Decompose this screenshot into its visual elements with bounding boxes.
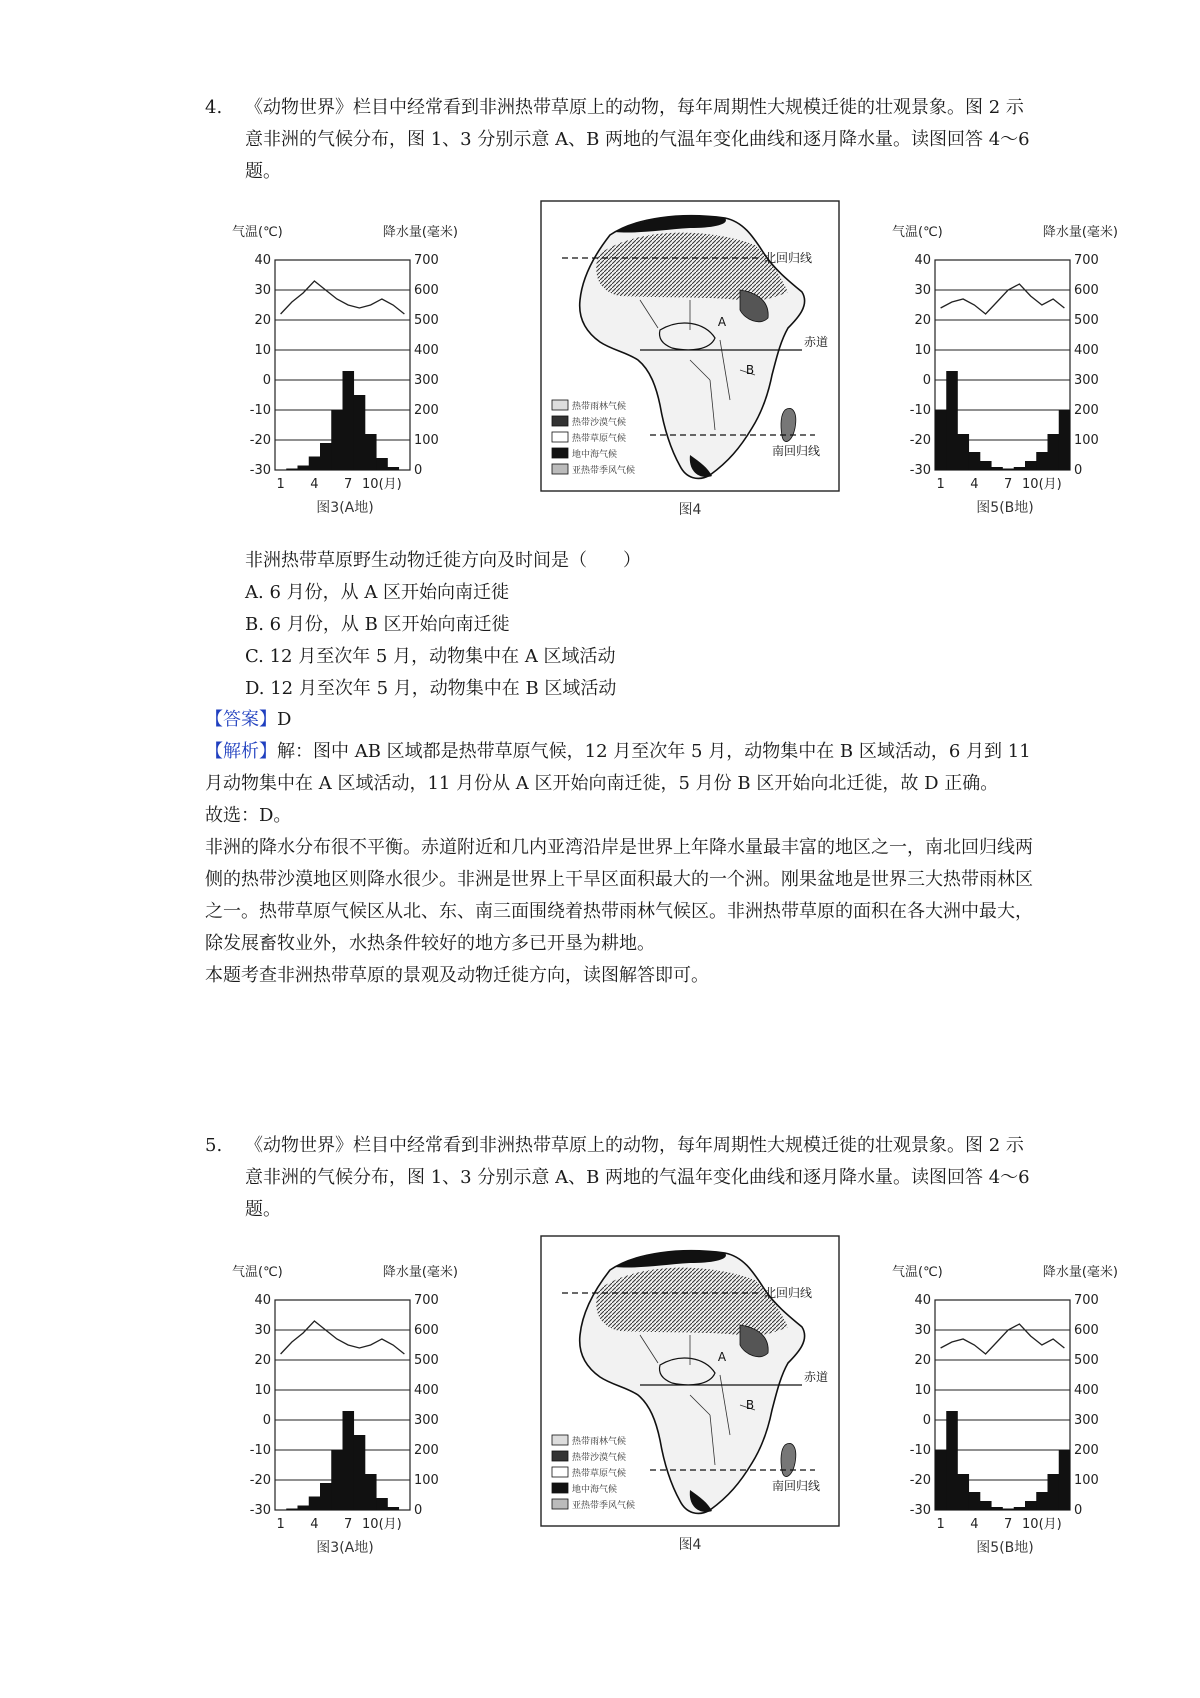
legend-label: 热带雨林气候: [572, 402, 627, 412]
precipitation-bar: [320, 1483, 332, 1510]
legend-label: 热带草原气候: [572, 434, 627, 444]
legend-swatch: [552, 1483, 568, 1493]
precipitation-bar: [991, 1507, 1003, 1510]
precipitation-bar: [1014, 467, 1026, 470]
precipitation-bar: [354, 1435, 366, 1510]
chart-caption: 图3(A地): [316, 500, 374, 516]
temperature-line: [941, 1324, 1065, 1354]
chart-caption: 图5(B地): [976, 1540, 1034, 1556]
precipitation-bar: [309, 457, 321, 471]
chart-a: [230, 1260, 460, 1560]
analysis-text: 解：图中 AB 区域都是热带草原气候，12 月至次年 5 月，动物集中在 B 区域活动，6 月到 11 月动物集中在 A 区域活动，11 月份从 A 区开始向南迁徙，5 月份 B 区开始向北迁徙，故 D 正确。: [205, 741, 1031, 794]
right-tick-label: 100: [414, 1473, 439, 1488]
precipitation-bar: [1025, 461, 1037, 470]
chart-a: [230, 220, 460, 520]
left-tick-label: 20: [254, 313, 271, 328]
right-tick-label: 500: [1074, 1353, 1099, 1368]
right-tick-label: 0: [1074, 463, 1083, 478]
question-5: [205, 1130, 1035, 1226]
x-tick-label: 10(月): [362, 1517, 402, 1532]
right-tick-label: 0: [414, 463, 423, 478]
chart-b-figure: [890, 220, 1120, 520]
left-tick-label: 10: [914, 343, 931, 358]
right-tick-label: 500: [414, 313, 439, 328]
precipitation-bar: [1003, 469, 1015, 471]
analysis-line: [205, 736, 1035, 800]
legend-swatch: [552, 464, 568, 474]
legend-label: 热带雨林气候: [572, 1437, 627, 1447]
precipitation-bar: [298, 466, 310, 471]
precipitation-bar: [1059, 1450, 1071, 1510]
right-tick-label: 0: [1074, 1503, 1083, 1518]
region-a-label: A: [717, 1350, 727, 1364]
region-b-label: B: [745, 363, 755, 377]
left-tick-label: -10: [249, 1443, 271, 1458]
right-tick-label: 600: [414, 283, 439, 298]
left-tick-label: 30: [254, 283, 271, 298]
legend-label: 地中海气候: [572, 450, 618, 460]
legend-swatch: [552, 432, 568, 442]
right-tick-label: 300: [414, 1413, 439, 1428]
right-tick-label: 100: [414, 433, 439, 448]
left-tick-label: -10: [909, 1443, 931, 1458]
legend-swatch: [552, 416, 568, 426]
right-tick-label: 200: [1074, 403, 1099, 418]
right-tick-label: 700: [414, 1293, 439, 1308]
option-c[interactable]: C. 12 月至次年 5 月，动物集中在 A 区域活动: [245, 646, 616, 667]
question-4: [205, 92, 1035, 188]
right-tick-label: 0: [414, 1503, 423, 1518]
africa-map-figure: [540, 200, 840, 520]
legend-swatch: [552, 1499, 568, 1509]
chart-a-figure: [230, 220, 460, 520]
right-tick-label: 600: [1074, 283, 1099, 298]
africa-climate-map: [540, 200, 840, 520]
chart-b-figure: [890, 1260, 1120, 1560]
desert-zone: [596, 233, 788, 301]
precipitation-bar: [309, 1497, 321, 1511]
question-stem: 《动物世界》栏目中经常看到非洲热带草原上的动物，每年周期性大规模迁徙的壮观景象。图 2 示意非洲的气候分布，图 1、3 分别示意 A、B 两地的气温年变化曲线和逐月降水量。读图回答 4～6 题。: [245, 1135, 1030, 1220]
right-tick-label: 100: [1074, 1473, 1099, 1488]
analysis-tag: 【解析】: [205, 741, 277, 762]
right-tick-label: 400: [1074, 1383, 1099, 1398]
figure-row-2: [230, 1235, 1190, 1575]
left-tick-label: 20: [254, 1353, 271, 1368]
right-tick-label: 600: [414, 1323, 439, 1338]
option-d[interactable]: D. 12 月至次年 5 月，动物集中在 B 区域活动: [245, 678, 617, 699]
chart-caption: 图5(B地): [976, 500, 1034, 516]
right-tick-label: 200: [1074, 1443, 1099, 1458]
precipitation-bar: [980, 1501, 992, 1510]
x-tick-label: 1: [936, 477, 945, 492]
precipitation-bar: [298, 1506, 310, 1511]
region-a-label: A: [717, 315, 727, 329]
option-a[interactable]: A. 6 月份，从 A 区开始向南迁徙: [245, 582, 510, 603]
right-tick-label: 300: [414, 373, 439, 388]
summary-paragraph: 本题考查非洲热带草原的景观及动物迁徙方向，读图解答即可。: [205, 965, 709, 986]
madagascar: [781, 408, 796, 441]
right-tick-label: 700: [414, 253, 439, 268]
right-axis-title: 降水量(毫米): [382, 1265, 458, 1280]
legend-label: 亚热带季风气候: [572, 1501, 636, 1511]
left-tick-label: -10: [909, 403, 931, 418]
left-tick-label: 0: [262, 1413, 271, 1428]
left-tick-label: 10: [254, 1383, 271, 1398]
precipitation-bar: [376, 1498, 388, 1510]
answer-value: D: [277, 709, 292, 730]
precipitation-bar: [1036, 452, 1048, 470]
right-axis-title: 降水量(毫米): [1042, 225, 1118, 240]
right-tick-label: 400: [1074, 343, 1099, 358]
option-b[interactable]: B. 6 月份，从 B 区开始向南迁徙: [245, 614, 510, 635]
tropic-south-label: 南回归线: [772, 1479, 821, 1493]
chart-b: [890, 1260, 1120, 1560]
precipitation-bar: [1048, 1474, 1060, 1510]
precipitation-bar: [969, 452, 981, 470]
temperature-line: [281, 281, 405, 314]
right-tick-label: 600: [1074, 1323, 1099, 1338]
legend-label: 亚热带季风气候: [572, 466, 636, 476]
equator-label: 赤道: [804, 335, 829, 349]
x-tick-label: 4: [310, 477, 319, 492]
right-tick-label: 500: [1074, 313, 1099, 328]
tropic-north-label: 北回归线: [764, 1286, 813, 1300]
right-tick-label: 500: [414, 1353, 439, 1368]
left-tick-label: -30: [909, 1503, 931, 1518]
map-caption: 图4: [678, 1537, 702, 1553]
left-axis-title: 气温(℃): [892, 225, 943, 240]
precipitation-bar: [286, 469, 298, 471]
left-tick-label: -20: [909, 1473, 931, 1488]
madagascar: [781, 1443, 796, 1476]
right-tick-label: 200: [414, 1443, 439, 1458]
equator-label: 赤道: [804, 1370, 829, 1384]
left-tick-label: -20: [249, 1473, 271, 1488]
left-tick-label: 40: [914, 1293, 931, 1308]
x-tick-label: 1: [936, 1517, 945, 1532]
right-tick-label: 300: [1074, 373, 1099, 388]
x-tick-label: 10(月): [1022, 1517, 1062, 1532]
left-tick-label: -10: [249, 403, 271, 418]
left-tick-label: 10: [914, 1383, 931, 1398]
left-tick-label: 20: [914, 1353, 931, 1368]
x-tick-label: 4: [310, 1517, 319, 1532]
precipitation-bar: [1048, 434, 1060, 470]
left-tick-label: 40: [254, 253, 271, 268]
precipitation-bar: [376, 458, 388, 470]
x-tick-label: 1: [276, 477, 285, 492]
x-tick-label: 1: [276, 1517, 285, 1532]
right-tick-label: 300: [1074, 1413, 1099, 1428]
legend-swatch: [552, 448, 568, 458]
left-tick-label: 0: [262, 373, 271, 388]
map-caption: 图4: [678, 502, 702, 518]
left-tick-label: 0: [922, 373, 931, 388]
x-tick-label: 7: [1003, 477, 1013, 492]
precipitation-bar: [320, 443, 332, 470]
right-tick-label: 700: [1074, 253, 1099, 268]
precipitation-bar: [365, 1474, 377, 1510]
left-axis-title: 气温(℃): [232, 225, 283, 240]
precipitation-bar: [388, 467, 400, 470]
answer-line: [205, 704, 1035, 736]
left-tick-label: 40: [254, 1293, 271, 1308]
right-axis-title: 降水量(毫米): [382, 225, 458, 240]
left-tick-label: -30: [249, 463, 271, 478]
africa-map-figure: [540, 1235, 840, 1570]
legend-swatch: [552, 1435, 568, 1445]
right-tick-label: 700: [1074, 1293, 1099, 1308]
desert-zone: [596, 1268, 788, 1336]
precipitation-bar: [1036, 1492, 1048, 1510]
left-tick-label: 20: [914, 313, 931, 328]
precipitation-bar: [935, 1450, 947, 1510]
left-tick-label: 30: [914, 1323, 931, 1338]
africa-climate-map: [540, 1235, 840, 1570]
right-axis-title: 降水量(毫米): [1042, 1265, 1118, 1280]
legend-label: 热带沙漠气候: [572, 1453, 627, 1463]
left-tick-label: -20: [249, 433, 271, 448]
precipitation-bar: [958, 434, 970, 470]
tropic-north-label: 北回归线: [764, 251, 813, 265]
note-paragraph: 非洲的降水分布很不平衡。赤道附近和几内亚湾沿岸是世界上年降水量最丰富的地区之一，南北回归线两侧的热带沙漠地区则降水很少。非洲是世界上干旱区面积最大的一个洲。刚果盆地是世界三大热带雨林区之一。热带草原气候区从北、东、南三面围绕着热带雨林气候区。非洲热带草原的面积在各大洲中最大，除发展畜牧业外，水热条件较好的地方多已开垦为耕地。: [205, 837, 1033, 954]
precipitation-bar: [1003, 1509, 1015, 1511]
precipitation-bar: [946, 371, 958, 470]
precipitation-bar: [286, 1509, 298, 1511]
left-tick-label: 10: [254, 343, 271, 358]
left-tick-label: 40: [914, 253, 931, 268]
answer-tag: 【答案】: [205, 709, 277, 730]
precipitation-bar: [343, 1411, 355, 1510]
left-tick-label: -20: [909, 433, 931, 448]
chart-b: [890, 220, 1120, 520]
right-tick-label: 400: [414, 343, 439, 358]
left-tick-label: 30: [254, 1323, 271, 1338]
question-number: 5.: [205, 1135, 223, 1156]
chart-a-figure: [230, 1260, 460, 1560]
x-tick-label: 4: [970, 1517, 979, 1532]
x-tick-label: 7: [343, 1517, 353, 1532]
x-tick-label: 7: [1003, 1517, 1013, 1532]
left-tick-label: 30: [914, 283, 931, 298]
precipitation-bar: [331, 1450, 343, 1510]
x-tick-label: 4: [970, 477, 979, 492]
right-tick-label: 400: [414, 1383, 439, 1398]
figure-row-1: [230, 200, 1190, 530]
question-stem: 《动物世界》栏目中经常看到非洲热带草原上的动物，每年周期性大规模迁徙的壮观景象。图 2 示意非洲的气候分布，图 1、3 分别示意 A、B 两地的气温年变化曲线和逐月降水量。读图回答 4～6 题。: [245, 97, 1030, 182]
left-tick-label: 0: [922, 1413, 931, 1428]
x-tick-label: 7: [343, 477, 353, 492]
temperature-line: [941, 284, 1065, 314]
legend-swatch: [552, 1467, 568, 1477]
precipitation-bar: [958, 1474, 970, 1510]
answer-block: [205, 704, 1035, 992]
precipitation-bar: [388, 1507, 400, 1510]
precipitation-bar: [946, 1411, 958, 1510]
precipitation-bar: [354, 395, 366, 470]
left-axis-title: 气温(℃): [892, 1265, 943, 1280]
precipitation-bar: [331, 410, 343, 470]
legend-label: 热带草原气候: [572, 1469, 627, 1479]
precipitation-bar: [1059, 410, 1071, 470]
precipitation-bar: [991, 467, 1003, 470]
precipitation-bar: [365, 434, 377, 470]
question-text: 非洲热带草原野生动物迁徙方向及时间是（ ）: [245, 550, 641, 571]
left-tick-label: -30: [249, 1503, 271, 1518]
precipitation-bar: [969, 1492, 981, 1510]
precipitation-bar: [343, 371, 355, 470]
x-tick-label: 10(月): [362, 477, 402, 492]
tropic-south-label: 南回归线: [772, 444, 821, 458]
x-tick-label: 10(月): [1022, 477, 1062, 492]
precipitation-bar: [1025, 1501, 1037, 1510]
question-number: 4.: [205, 97, 223, 118]
choice-line: 故选：D。: [205, 805, 292, 826]
options-list: [245, 577, 616, 705]
legend-label: 地中海气候: [572, 1485, 618, 1495]
chart-caption: 图3(A地): [316, 1540, 374, 1556]
precipitation-bar: [935, 410, 947, 470]
legend-label: 热带沙漠气候: [572, 418, 627, 428]
region-b-label: B: [745, 1398, 755, 1412]
right-tick-label: 100: [1074, 433, 1099, 448]
legend-swatch: [552, 1451, 568, 1461]
left-axis-title: 气温(℃): [232, 1265, 283, 1280]
precipitation-bar: [980, 461, 992, 470]
right-tick-label: 200: [414, 403, 439, 418]
legend-swatch: [552, 400, 568, 410]
precipitation-bar: [1014, 1507, 1026, 1510]
left-tick-label: -30: [909, 463, 931, 478]
temperature-line: [281, 1321, 405, 1354]
